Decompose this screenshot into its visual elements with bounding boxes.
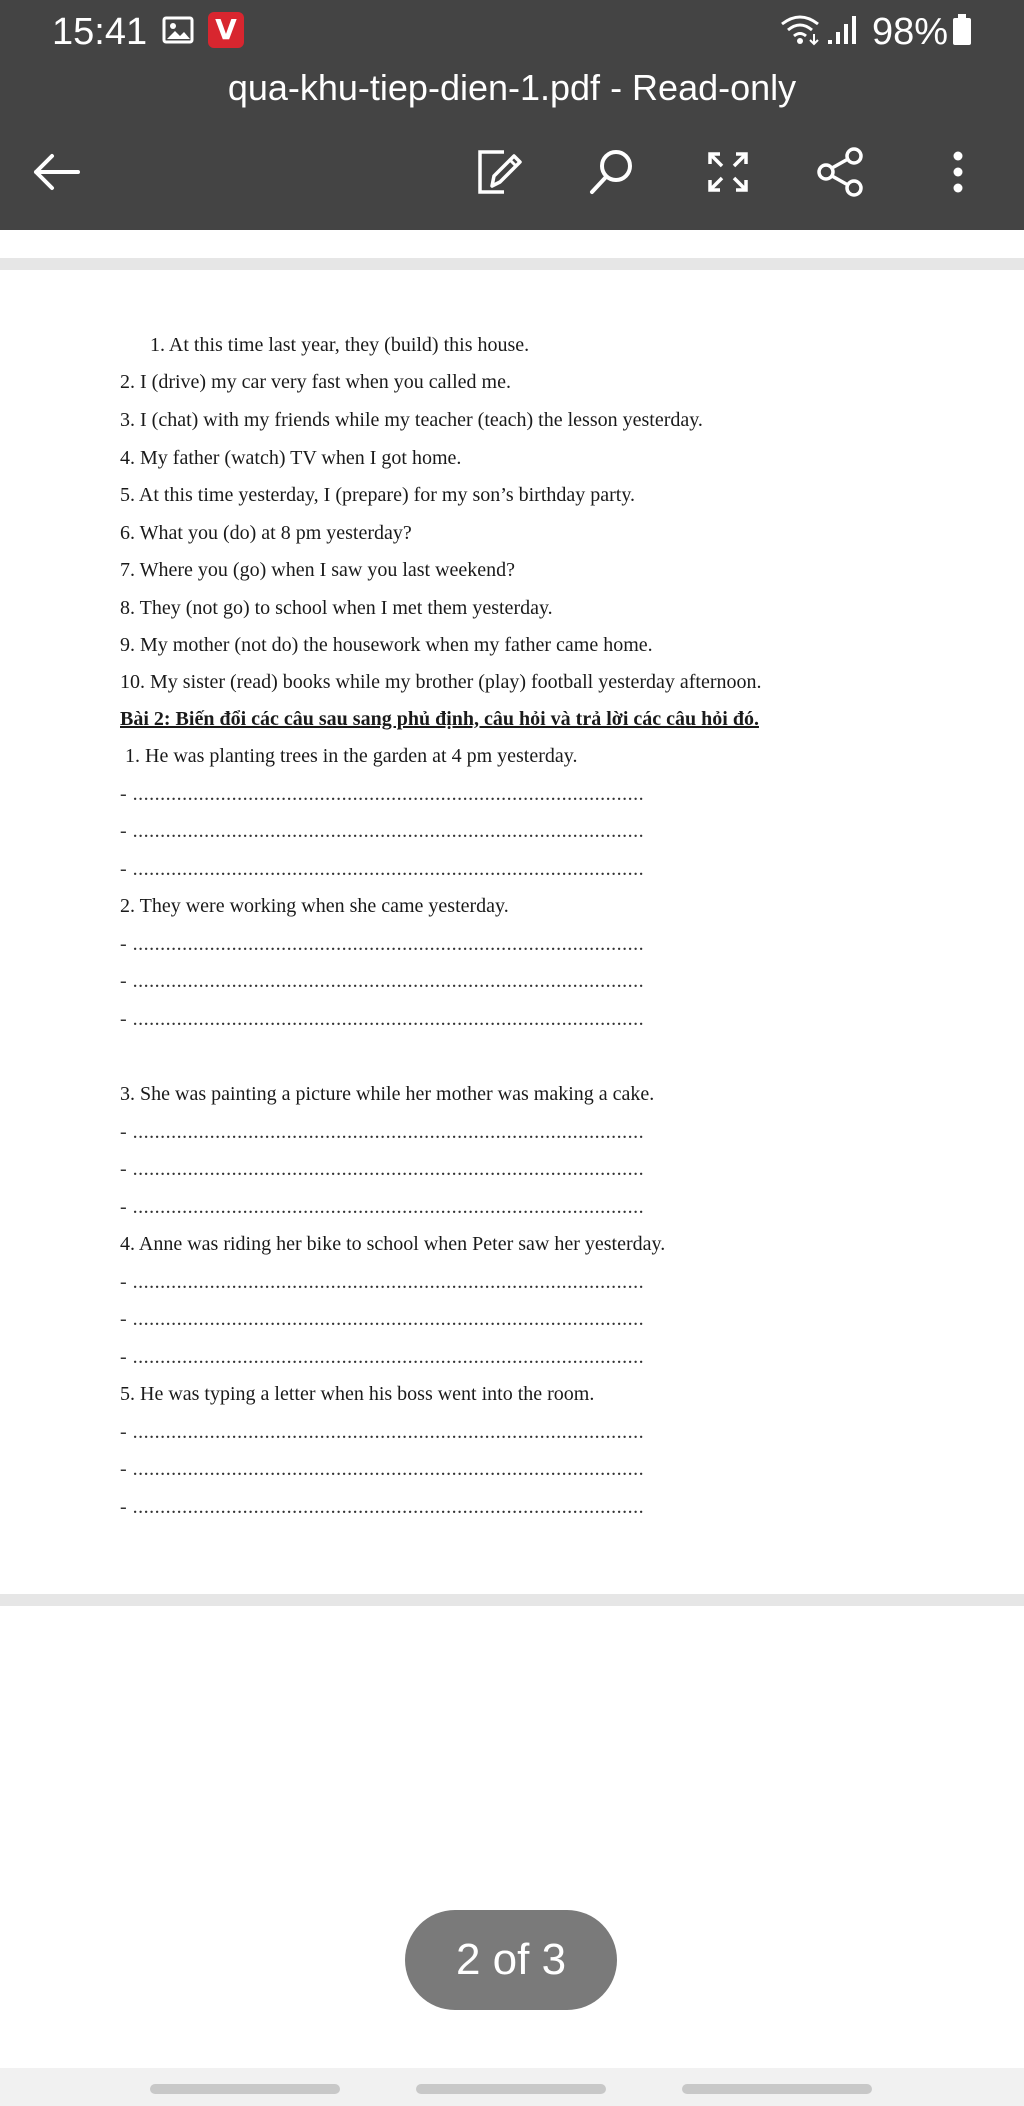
share-icon[interactable] bbox=[812, 144, 868, 200]
exercise2-sentence: 5. He was typing a letter when his boss went into the room. bbox=[120, 1383, 595, 1405]
more-vert-icon[interactable] bbox=[930, 144, 986, 200]
exercise2-sentence: 4. Anne was riding her bike to school when Peter saw her yesterday. bbox=[120, 1233, 666, 1255]
search-icon[interactable] bbox=[584, 144, 640, 200]
nav-recents-button[interactable] bbox=[150, 2084, 340, 2094]
exercise1-item: 10. My sister (read) books while my brother (play) football yesterday afternoon. bbox=[120, 671, 762, 693]
back-arrow-icon[interactable] bbox=[28, 144, 84, 200]
signal-icon bbox=[826, 14, 862, 46]
exercise1-item: 9. My mother (not do) the housework when my father came home. bbox=[120, 634, 653, 656]
page-indicator: 2 of 3 bbox=[405, 1910, 617, 2010]
answer-blank: - ............................................................................................. bbox=[120, 1121, 645, 1143]
answer-blank: - ............................................................................................. bbox=[120, 1196, 645, 1218]
answer-blank: - ............................................................................................. bbox=[120, 783, 645, 805]
nav-home-button[interactable] bbox=[416, 2084, 606, 2094]
document-title: qua-khu-tiep-dien-1.pdf - Read-only bbox=[227, 67, 797, 108]
answer-blank: - ............................................................................................. bbox=[120, 858, 645, 880]
exercise2-sentence: 2. They were working when she came yesterday. bbox=[120, 895, 509, 917]
gallery-icon bbox=[162, 14, 194, 46]
battery-icon bbox=[952, 14, 972, 46]
edit-pen-icon[interactable] bbox=[472, 144, 528, 200]
exercise1-item: 8. They (not go) to school when I met them yesterday. bbox=[120, 597, 553, 619]
exercise2-sentence: 3. She was painting a picture while her mother was making a cake. bbox=[120, 1083, 655, 1105]
pdf-page[interactable] bbox=[0, 270, 1024, 1594]
wifi-icon bbox=[778, 12, 822, 46]
app-header bbox=[0, 0, 1024, 230]
fullscreen-icon[interactable] bbox=[700, 144, 756, 200]
answer-blank: - ............................................................................................. bbox=[120, 1008, 645, 1030]
nav-back-button[interactable] bbox=[682, 2084, 872, 2094]
exercise1-item: 6. What you (do) at 8 pm yesterday? bbox=[120, 522, 412, 544]
answer-blank: - ............................................................................................. bbox=[120, 1346, 645, 1368]
answer-blank: - ............................................................................................. bbox=[120, 970, 645, 992]
page-separator bbox=[0, 258, 1024, 270]
page-separator bbox=[0, 1594, 1024, 1606]
exercise2-sentence: 1. He was planting trees in the garden at 4 pm yesterday. bbox=[125, 745, 578, 767]
exercise1-item: 1. At this time last year, they (build) this house. bbox=[150, 334, 530, 356]
exercise1-item: 4. My father (watch) TV when I got home. bbox=[120, 447, 462, 469]
answer-blank: - ............................................................................................. bbox=[120, 1421, 645, 1443]
battery-percent: 98% bbox=[872, 11, 949, 53]
answer-blank: - ............................................................................................. bbox=[120, 1308, 645, 1330]
status-time: 15:41 bbox=[52, 11, 148, 53]
answer-blank: - ............................................................................................. bbox=[120, 1158, 645, 1180]
answer-blank: - ............................................................................................. bbox=[120, 820, 645, 842]
exercise1-item: 3. I (chat) with my friends while my teacher (teach) the lesson yesterday. bbox=[120, 409, 703, 431]
system-nav-bar bbox=[0, 2068, 1024, 2106]
answer-blank: - ............................................................................................. bbox=[120, 1496, 645, 1518]
v-app-icon: V bbox=[208, 12, 244, 48]
answer-blank: - ............................................................................................. bbox=[120, 1271, 645, 1293]
answer-blank: - ............................................................................................. bbox=[120, 933, 645, 955]
exercise1-item: 2. I (drive) my car very fast when you called me. bbox=[120, 371, 511, 393]
exercise2-title: Bài 2: Biến đổi các câu sau sang phủ định, câu hỏi và trả lời các câu hỏi đó. bbox=[120, 708, 759, 730]
exercise1-item: 5. At this time yesterday, I (prepare) for my son’s birthday party. bbox=[120, 484, 636, 506]
exercise1-item: 7. Where you (go) when I saw you last weekend? bbox=[120, 559, 516, 581]
answer-blank: - ............................................................................................. bbox=[120, 1458, 645, 1480]
